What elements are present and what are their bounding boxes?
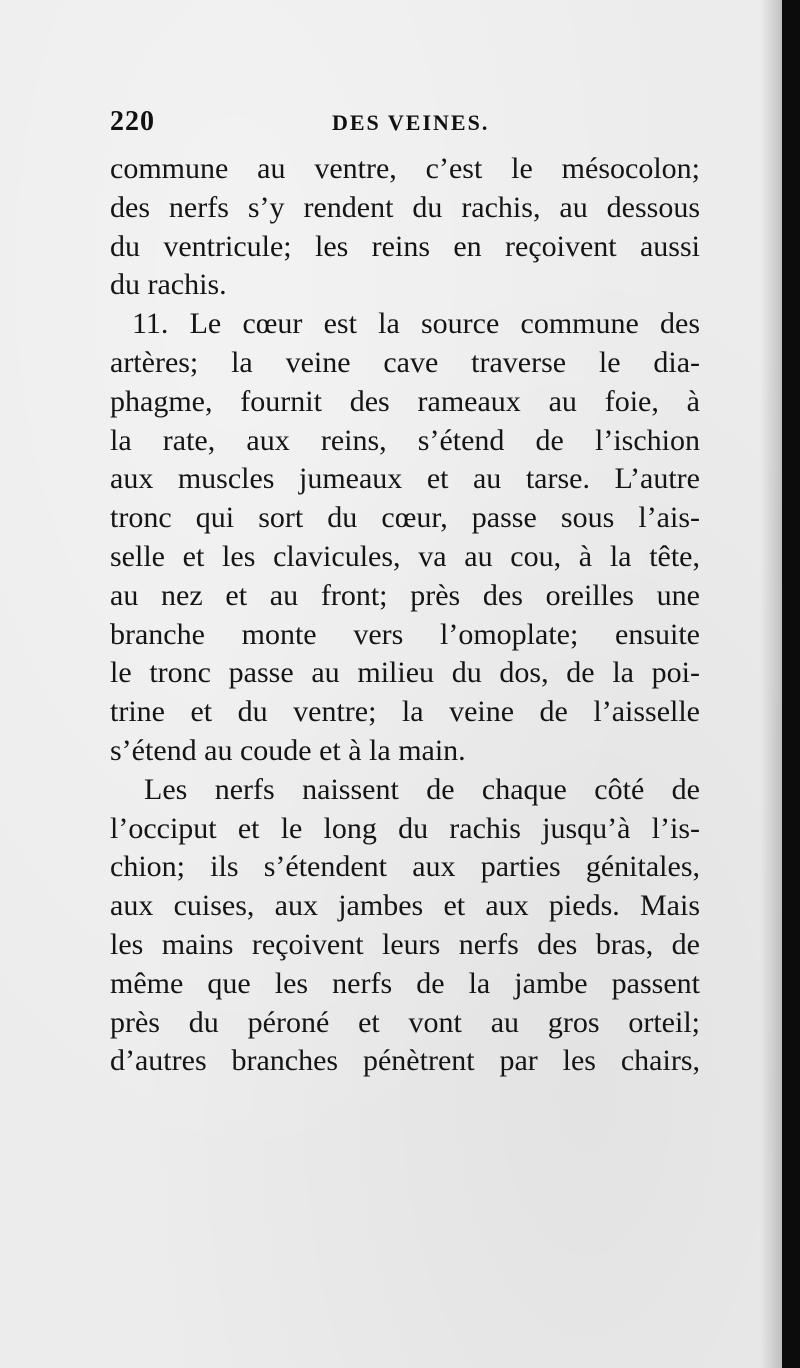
text-line: artères; la veine cave traverse le dia- xyxy=(110,345,700,379)
text-line: commune au ventre, c’est le mésocolon; xyxy=(110,152,700,185)
text-line: trine et du ventre; la veine de l’aisselle xyxy=(110,695,700,729)
text-line: du ventricule; les reins en reçoivent aussi xyxy=(110,229,700,263)
page-number: 220 xyxy=(110,106,155,137)
text-line: phagme, fournit des rameaux au foie, à xyxy=(110,384,700,418)
text-line: la rate, aux reins, s’étend de l’ischion xyxy=(110,423,700,457)
text-line: 11. Le cœur est la source commune des xyxy=(132,307,700,341)
text-line: aux muscles jumeaux et au tarse. L’autre xyxy=(110,462,700,496)
text-line: Les nerfs naissent de chaque côté de xyxy=(144,772,700,806)
body-text xyxy=(110,150,700,1081)
running-head: DES VEINES. xyxy=(332,110,490,135)
page-header xyxy=(110,106,710,138)
text-line: selle et les clavicules, va au cou, à la tête, xyxy=(110,539,700,573)
text-line: les mains reçoivent leurs nerfs des bras, de xyxy=(110,927,700,961)
text-line: branche monte vers l’omoplate; ensuite xyxy=(110,617,700,651)
text-line: près du péroné et vont au gros orteil; xyxy=(110,1005,700,1039)
text-line: l’occiput et le long du rachis jusqu’à l’is- xyxy=(110,811,700,845)
text-line: même que les nerfs de la jambe passent xyxy=(110,966,700,1000)
text-line: d’autres branches pénètrent par les chairs, xyxy=(110,1044,700,1078)
text-line: tronc qui sort du cœur, passe sous l’ais- xyxy=(110,501,700,535)
text-line: des nerfs s’y rendent du rachis, au dessous xyxy=(110,190,700,224)
text-line: au nez et au front; près des oreilles une xyxy=(110,578,700,612)
text-line: s’étend au coude et à la main. xyxy=(110,733,466,767)
text-line: aux cuises, aux jambes et aux pieds. Mais xyxy=(110,889,700,923)
text-line: le tronc passe au milieu du dos, de la poi- xyxy=(110,656,700,690)
page-edge-shadow xyxy=(760,0,782,1368)
text-line: chion; ils s’étendent aux parties génitales, xyxy=(110,850,700,884)
text-line: du rachis. xyxy=(110,268,227,302)
